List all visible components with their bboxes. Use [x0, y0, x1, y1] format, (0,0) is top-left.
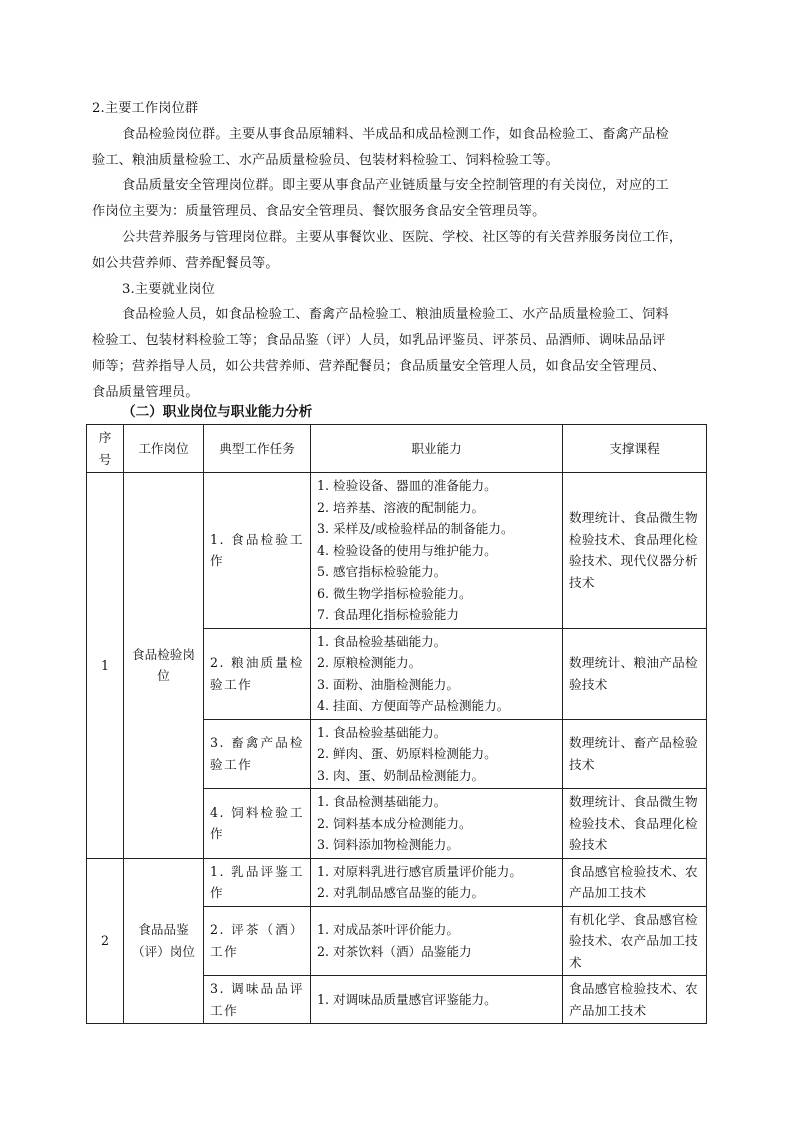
table-header-row — [87, 425, 707, 473]
ability-item: 2. 饲料基本成分检测能力。 — [317, 815, 472, 831]
task-cell: 1. 食品检验工作 — [204, 473, 311, 629]
ability-list — [311, 719, 563, 789]
ability-item: 2. 培养基、溶液的配制能力。 — [317, 499, 485, 515]
ability-item: 1. 对成品茶叶评价能力。 — [317, 922, 459, 938]
ability-list — [311, 976, 563, 1024]
row-number: 2 — [87, 858, 124, 1024]
ability-item: 7. 食品理化指标检验能力 — [317, 607, 459, 622]
ability-item: 1. 检验设备、器皿的准备能力。 — [317, 478, 497, 493]
ability-item: 2. 原粮检测能力。 — [317, 655, 422, 670]
paragraph-nutrition-line1: 公共营养服务与管理岗位群。主要从事餐饮业、医院、学校、社区等的有关营养服务岗位工作， — [122, 229, 683, 245]
body-text — [92, 96, 704, 406]
paragraph-employment-line1: 食品检验人员，如食品检验工、畜禽产品检验工、粮油质量检验工、水产品质量检验工、饲料 — [122, 307, 669, 323]
paragraph-food-inspection-line1: 食品检验岗位群。主要从事食品原辅料、半成品和成品检测工作，如食品检验工、畜禽产品检 — [122, 126, 669, 142]
ability-item: 3. 饲料添加物检测能力。 — [317, 837, 459, 852]
ability-list — [311, 789, 563, 859]
ability-list — [311, 473, 563, 629]
header-course: 支撑课程 — [563, 425, 707, 473]
task-cell: 2. 粮油质量检验工作 — [204, 628, 311, 719]
career-ability-table — [86, 424, 707, 1024]
ability-item: 2. 对乳制品感官品鉴的能力。 — [317, 885, 485, 900]
paragraph-quality-safety-line1: 食品质量安全管理岗位群。即主要从事食品产业链质量与安全控制管理的有关岗位，对应的工 — [122, 178, 669, 194]
task-cell: 1. 乳品评鉴工作 — [204, 858, 311, 906]
task-cell: 2. 评茶（酒）工作 — [204, 906, 311, 976]
ability-item: 6. 微生物学指标检验能力。 — [317, 585, 472, 601]
course-cell: 数理统计、食品微生物检验技术、食品理化检验技术 — [563, 789, 707, 859]
course-cell: 数理统计、畜产品检验技术 — [563, 719, 707, 789]
course-cell: 食品感官检验技术、农产品加工技术 — [563, 976, 707, 1024]
task-cell: 4. 饲料检验工作 — [204, 789, 311, 859]
paragraph-quality-safety-line2: 作岗位主要为：质量管理员、食品安全管理员、餐饮服务食品安全管理员等。 — [92, 204, 546, 220]
paragraph-employment-line4: 食品质量管理员。 — [92, 384, 199, 400]
header-post: 工作岗位 — [124, 425, 204, 473]
task-cell: 3. 调味品品评工作 — [204, 976, 311, 1024]
ability-list — [311, 628, 563, 719]
post-name: 食品品鉴（评）岗位 — [124, 858, 204, 1024]
section-title: （二）职业岗位与职业能力分析 — [122, 404, 313, 420]
ability-item: 1. 对原料乳进行感官质量评价能力。 — [317, 863, 522, 879]
ability-item: 4. 挂面、方便面等产品检测能力。 — [317, 698, 510, 713]
post-name: 食品检验岗位 — [124, 473, 204, 859]
ability-item: 3. 采样及/或检验样品的制备能力。 — [317, 521, 514, 536]
header-num: 序号 — [87, 425, 124, 473]
header-task: 典型工作任务 — [204, 425, 311, 473]
ability-item: 2. 鲜肉、蛋、奶原料检测能力。 — [317, 746, 497, 761]
paragraph-nutrition-line2: 如公共营养师、营养配餐员等。 — [92, 255, 279, 271]
paragraph-employment-line2: 检验工、包装材料检验工等；食品品鉴（评）人员，如乳品评鉴员、评茶员、品酒师、调味品品评 — [92, 333, 666, 349]
course-cell: 数理统计、食品微生物检验技术、食品理化检验技术、现代仪器分析技术 — [563, 473, 707, 629]
table-row — [87, 858, 707, 906]
row-number: 1 — [87, 473, 124, 859]
ability-item: 1. 对调味品质量感官评鉴能力。 — [317, 991, 497, 1007]
ability-item: 3. 肉、蛋、奶制品检测能力。 — [317, 767, 485, 783]
task-cell: 3. 畜禽产品检验工作 — [204, 719, 311, 789]
paragraph-food-inspection-line2: 验工、粮油质量检验工、水产品质量检验员、包装材料检验工、饲料检验工等。 — [92, 152, 559, 168]
ability-list — [311, 858, 563, 906]
ability-item: 1. 食品检验基础能力。 — [317, 724, 447, 740]
ability-item: 1. 食品检验基础能力。 — [317, 633, 447, 649]
ability-item: 1. 食品检测基础能力。 — [317, 794, 447, 809]
heading-main-post-groups: 2.主要工作岗位群 — [92, 101, 199, 116]
table-row — [87, 473, 707, 629]
ability-item: 2. 对茶饮料（酒）品鉴能力 — [317, 943, 472, 959]
ability-item: 5. 感官指标检验能力。 — [317, 564, 447, 579]
ability-list — [311, 906, 563, 976]
heading-main-employment-posts: 3.主要就业岗位 — [122, 281, 215, 297]
ability-item: 3. 面粉、油脂检测能力。 — [317, 676, 459, 692]
paragraph-employment-line3: 师等；营养指导人员，如公共营养师、营养配餐员；食品质量安全管理人员，如食品安全管理员、 — [92, 358, 666, 374]
course-cell: 食品感官检验技术、农产品加工技术 — [563, 858, 707, 906]
ability-item: 4. 检验设备的使用与维护能力。 — [317, 542, 497, 558]
course-cell: 数理统计、粮油产品检验技术 — [563, 628, 707, 719]
header-ability: 职业能力 — [311, 425, 563, 473]
course-cell: 有机化学、食品感官检验技术、农产品加工技术 — [563, 906, 707, 976]
